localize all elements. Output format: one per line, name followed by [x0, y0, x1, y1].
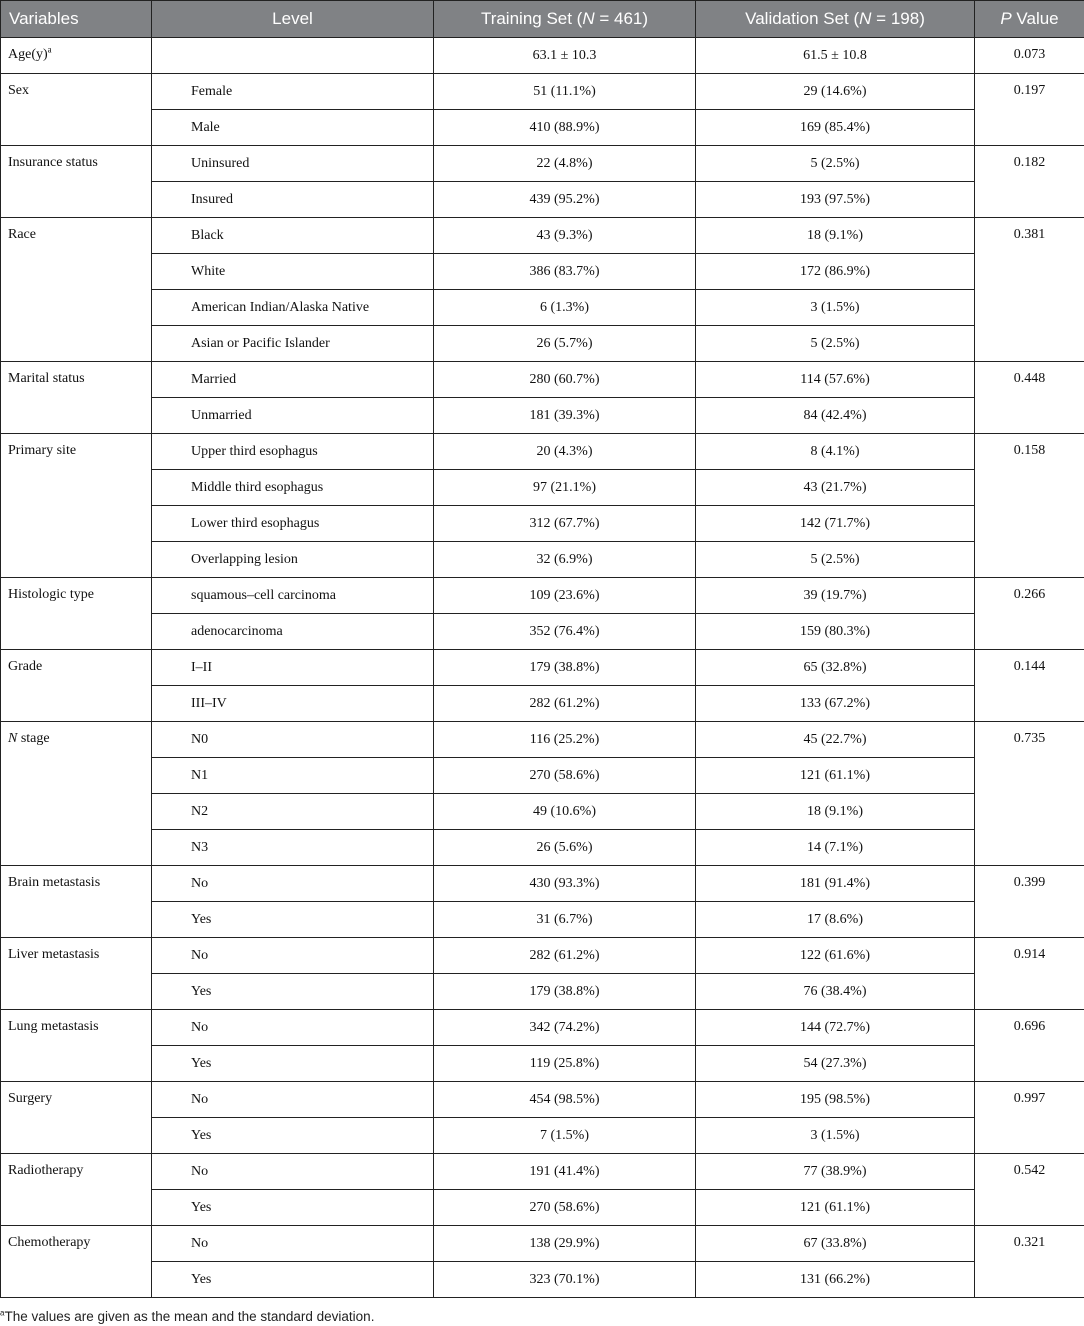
table-row — [1, 254, 1084, 290]
level-cell: Yes — [152, 1262, 434, 1298]
table-row — [1, 1190, 1084, 1226]
table-row — [1, 722, 1084, 758]
validation-value-cell: 61.5 ± 10.8 — [696, 38, 975, 74]
level-cell — [152, 38, 434, 74]
p-value-cell: 0.073 — [975, 38, 1084, 74]
validation-value-cell: 181 (91.4%) — [696, 866, 975, 902]
footnote-text: The values are given as the mean and the standard deviation. — [4, 1309, 375, 1324]
table-row — [1, 1226, 1084, 1262]
header-variables: Variables — [1, 1, 152, 38]
validation-value-cell: 84 (42.4%) — [696, 398, 975, 434]
variable-label: Liver metastasis — [8, 947, 100, 962]
training-value-cell: 280 (60.7%) — [434, 362, 696, 398]
training-value-cell: 270 (58.6%) — [434, 1190, 696, 1226]
variable-cell — [1, 650, 152, 722]
validation-value-cell: 18 (9.1%) — [696, 794, 975, 830]
training-value-cell: 116 (25.2%) — [434, 722, 696, 758]
variable-cell — [1, 938, 152, 1010]
validation-value-cell: 169 (85.4%) — [696, 110, 975, 146]
validation-value-cell: 18 (9.1%) — [696, 218, 975, 254]
table-row — [1, 542, 1084, 578]
header-row — [1, 1, 1084, 38]
variable-cell — [1, 578, 152, 650]
training-value-cell: 352 (76.4%) — [434, 614, 696, 650]
table-row — [1, 290, 1084, 326]
table-row — [1, 326, 1084, 362]
level-cell: No — [152, 1154, 434, 1190]
training-value-cell: 51 (11.1%) — [434, 74, 696, 110]
variable-italic-prefix: N — [8, 731, 18, 746]
level-cell: N3 — [152, 830, 434, 866]
training-value-cell: 138 (29.9%) — [434, 1226, 696, 1262]
training-value-cell: 282 (61.2%) — [434, 938, 696, 974]
table-row — [1, 974, 1084, 1010]
validation-value-cell: 142 (71.7%) — [696, 506, 975, 542]
training-value-cell: 439 (95.2%) — [434, 182, 696, 218]
level-cell: No — [152, 1226, 434, 1262]
variable-cell — [1, 38, 152, 74]
validation-value-cell: 159 (80.3%) — [696, 614, 975, 650]
table-row — [1, 74, 1084, 110]
p-value-cell: 0.914 — [975, 938, 1084, 1010]
level-cell: Yes — [152, 1046, 434, 1082]
variable-cell — [1, 74, 152, 146]
validation-value-cell: 121 (61.1%) — [696, 1190, 975, 1226]
table-row — [1, 1262, 1084, 1298]
training-value-cell: 26 (5.6%) — [434, 830, 696, 866]
table-row — [1, 938, 1084, 974]
level-cell: White — [152, 254, 434, 290]
training-value-cell: 63.1 ± 10.3 — [434, 38, 696, 74]
p-value-cell: 0.997 — [975, 1082, 1084, 1154]
validation-value-cell: 77 (38.9%) — [696, 1154, 975, 1190]
level-cell: adenocarcinoma — [152, 614, 434, 650]
p-value-cell: 0.321 — [975, 1226, 1084, 1298]
level-cell: Asian or Pacific Islander — [152, 326, 434, 362]
training-value-cell: 26 (5.7%) — [434, 326, 696, 362]
header-level: Level — [152, 1, 434, 38]
table-row — [1, 578, 1084, 614]
table-row — [1, 1082, 1084, 1118]
level-cell: Yes — [152, 902, 434, 938]
variable-cell — [1, 434, 152, 578]
table-row — [1, 686, 1084, 722]
table-body — [1, 38, 1084, 1298]
table-row — [1, 434, 1084, 470]
level-cell: Yes — [152, 974, 434, 1010]
training-value-cell: 270 (58.6%) — [434, 758, 696, 794]
validation-value-cell: 144 (72.7%) — [696, 1010, 975, 1046]
validation-value-cell: 29 (14.6%) — [696, 74, 975, 110]
table-row — [1, 362, 1084, 398]
variable-label: Age(y) — [8, 47, 48, 62]
table-row — [1, 182, 1084, 218]
header-training-set: Training Set (N = 461) — [434, 1, 696, 38]
table-row — [1, 650, 1084, 686]
validation-value-cell: 3 (1.5%) — [696, 290, 975, 326]
variable-label: Insurance status — [8, 155, 98, 170]
variable-cell — [1, 1010, 152, 1082]
training-value-cell: 323 (70.1%) — [434, 1262, 696, 1298]
level-cell: No — [152, 1010, 434, 1046]
training-value-cell: 430 (93.3%) — [434, 866, 696, 902]
table-row — [1, 614, 1084, 650]
p-value-cell: 0.144 — [975, 650, 1084, 722]
variable-label: Surgery — [8, 1091, 53, 1106]
validation-value-cell: 193 (97.5%) — [696, 182, 975, 218]
training-value-cell: 22 (4.8%) — [434, 146, 696, 182]
training-value-cell: 97 (21.1%) — [434, 470, 696, 506]
variable-label: Marital status — [8, 371, 85, 386]
validation-value-cell: 54 (27.3%) — [696, 1046, 975, 1082]
p-value-cell: 0.735 — [975, 722, 1084, 866]
table-row — [1, 470, 1084, 506]
training-value-cell: 6 (1.3%) — [434, 290, 696, 326]
training-value-cell: 181 (39.3%) — [434, 398, 696, 434]
table-row — [1, 902, 1084, 938]
variable-cell — [1, 146, 152, 218]
training-value-cell: 119 (25.8%) — [434, 1046, 696, 1082]
level-cell: Upper third esophagus — [152, 434, 434, 470]
validation-value-cell: 76 (38.4%) — [696, 974, 975, 1010]
level-cell: Middle third esophagus — [152, 470, 434, 506]
table-row — [1, 218, 1084, 254]
level-cell: American Indian/Alaska Native — [152, 290, 434, 326]
training-value-cell: 43 (9.3%) — [434, 218, 696, 254]
variable-footnote-marker: a — [47, 44, 52, 55]
table-row — [1, 1010, 1084, 1046]
validation-value-cell: 43 (21.7%) — [696, 470, 975, 506]
table-row — [1, 398, 1084, 434]
level-cell: Insured — [152, 182, 434, 218]
training-value-cell: 109 (23.6%) — [434, 578, 696, 614]
validation-value-cell: 114 (57.6%) — [696, 362, 975, 398]
table-row — [1, 506, 1084, 542]
variable-cell — [1, 722, 152, 866]
training-value-cell: 179 (38.8%) — [434, 974, 696, 1010]
level-cell: Yes — [152, 1118, 434, 1154]
table-row — [1, 1118, 1084, 1154]
variable-cell — [1, 218, 152, 362]
validation-value-cell: 45 (22.7%) — [696, 722, 975, 758]
level-cell: Male — [152, 110, 434, 146]
level-cell: N2 — [152, 794, 434, 830]
table-row — [1, 38, 1084, 74]
header-validation-set: Validation Set (N = 198) — [696, 1, 975, 38]
validation-value-cell: 39 (19.7%) — [696, 578, 975, 614]
validation-value-cell: 5 (2.5%) — [696, 542, 975, 578]
validation-value-cell: 8 (4.1%) — [696, 434, 975, 470]
validation-value-cell: 5 (2.5%) — [696, 326, 975, 362]
training-value-cell: 386 (83.7%) — [434, 254, 696, 290]
table-header — [1, 1, 1084, 38]
variable-label: Race — [8, 227, 36, 242]
table-row — [1, 146, 1084, 182]
validation-value-cell: 195 (98.5%) — [696, 1082, 975, 1118]
validation-value-cell: 172 (86.9%) — [696, 254, 975, 290]
level-cell: Female — [152, 74, 434, 110]
variable-cell — [1, 1154, 152, 1226]
variable-cell — [1, 1082, 152, 1154]
header-p-value: P Value — [975, 1, 1084, 38]
table-row — [1, 794, 1084, 830]
variable-label: Histologic type — [8, 587, 94, 602]
validation-value-cell: 3 (1.5%) — [696, 1118, 975, 1154]
variable-cell — [1, 362, 152, 434]
table-row — [1, 1046, 1084, 1082]
training-value-cell: 410 (88.9%) — [434, 110, 696, 146]
variable-label: Radiotherapy — [8, 1163, 84, 1178]
level-cell: I–II — [152, 650, 434, 686]
level-cell: squamous–cell carcinoma — [152, 578, 434, 614]
validation-value-cell: 122 (61.6%) — [696, 938, 975, 974]
table-row — [1, 830, 1084, 866]
training-value-cell: 282 (61.2%) — [434, 686, 696, 722]
p-value-cell: 0.266 — [975, 578, 1084, 650]
training-value-cell: 191 (41.4%) — [434, 1154, 696, 1190]
level-cell: III–IV — [152, 686, 434, 722]
training-value-cell: 342 (74.2%) — [434, 1010, 696, 1046]
level-cell: No — [152, 866, 434, 902]
variable-label: Chemotherapy — [8, 1235, 91, 1250]
table-footnote — [0, 1309, 374, 1324]
level-cell: Unmarried — [152, 398, 434, 434]
training-value-cell: 20 (4.3%) — [434, 434, 696, 470]
level-cell: Overlapping lesion — [152, 542, 434, 578]
level-cell: N1 — [152, 758, 434, 794]
training-value-cell: 312 (67.7%) — [434, 506, 696, 542]
variable-label: Primary site — [8, 443, 77, 458]
validation-value-cell: 5 (2.5%) — [696, 146, 975, 182]
training-value-cell: 32 (6.9%) — [434, 542, 696, 578]
validation-value-cell: 67 (33.8%) — [696, 1226, 975, 1262]
validation-value-cell: 131 (66.2%) — [696, 1262, 975, 1298]
table-row — [1, 1154, 1084, 1190]
variable-label: stage — [17, 731, 50, 746]
training-value-cell: 454 (98.5%) — [434, 1082, 696, 1118]
variable-label: Brain metastasis — [8, 875, 101, 890]
p-value-cell: 0.399 — [975, 866, 1084, 938]
variable-label: Grade — [8, 659, 43, 674]
training-value-cell: 49 (10.6%) — [434, 794, 696, 830]
variable-cell — [1, 866, 152, 938]
validation-value-cell: 121 (61.1%) — [696, 758, 975, 794]
table-row — [1, 758, 1084, 794]
p-value-cell: 0.696 — [975, 1010, 1084, 1082]
variable-cell — [1, 1226, 152, 1298]
validation-value-cell: 65 (32.8%) — [696, 650, 975, 686]
table-row — [1, 866, 1084, 902]
training-value-cell: 179 (38.8%) — [434, 650, 696, 686]
variable-label: Sex — [8, 83, 29, 98]
training-value-cell: 31 (6.7%) — [434, 902, 696, 938]
p-value-cell: 0.381 — [975, 218, 1084, 362]
p-value-cell: 0.182 — [975, 146, 1084, 218]
table-row — [1, 110, 1084, 146]
p-value-cell: 0.158 — [975, 434, 1084, 578]
level-cell: Married — [152, 362, 434, 398]
level-cell: No — [152, 938, 434, 974]
footnote-marker: a — [0, 1308, 5, 1318]
training-value-cell: 7 (1.5%) — [434, 1118, 696, 1154]
validation-value-cell: 14 (7.1%) — [696, 830, 975, 866]
validation-value-cell: 133 (67.2%) — [696, 686, 975, 722]
level-cell: Black — [152, 218, 434, 254]
level-cell: Uninsured — [152, 146, 434, 182]
level-cell: N0 — [152, 722, 434, 758]
p-value-cell: 0.197 — [975, 74, 1084, 146]
level-cell: Lower third esophagus — [152, 506, 434, 542]
validation-value-cell: 17 (8.6%) — [696, 902, 975, 938]
p-value-cell: 0.448 — [975, 362, 1084, 434]
p-value-cell: 0.542 — [975, 1154, 1084, 1226]
level-cell: No — [152, 1082, 434, 1118]
variable-label: Lung metastasis — [8, 1019, 99, 1034]
level-cell: Yes — [152, 1190, 434, 1226]
